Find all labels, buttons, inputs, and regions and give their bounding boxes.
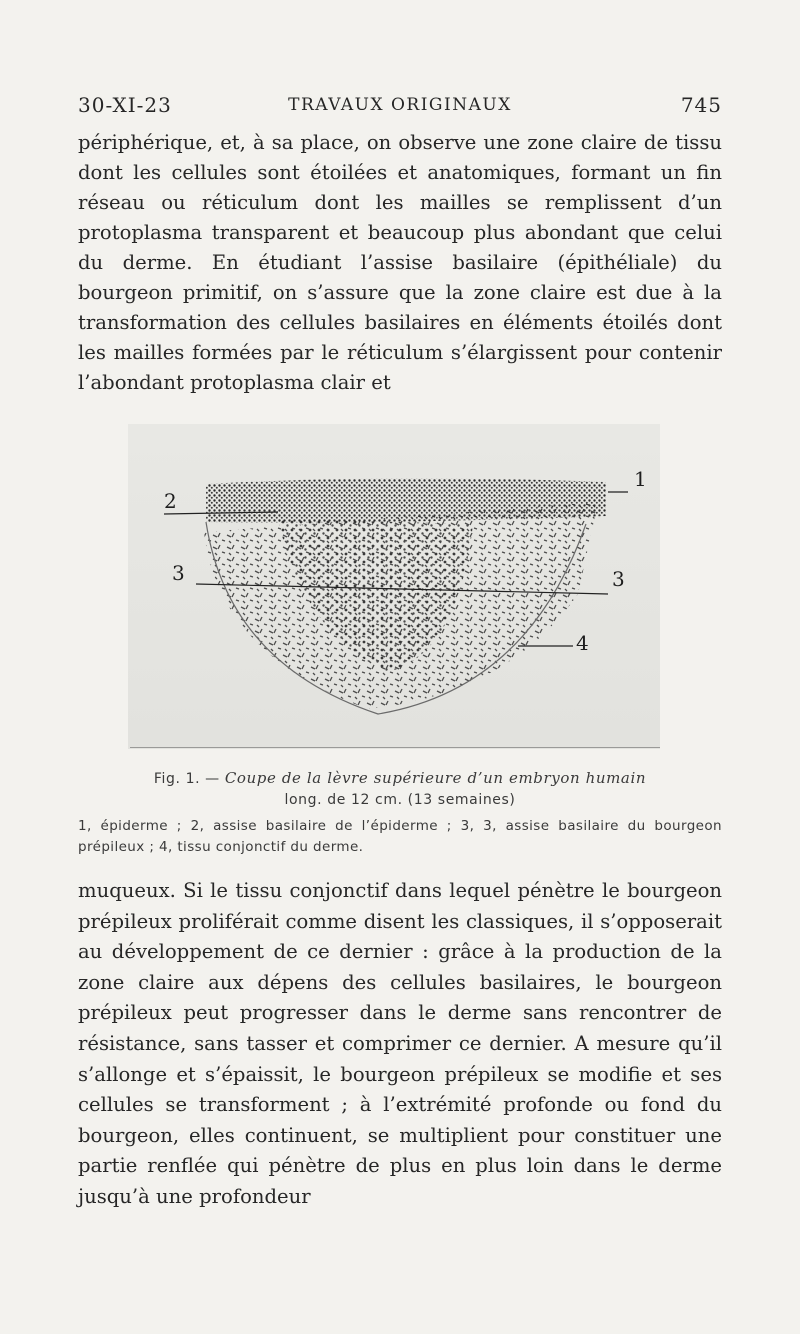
figure-legend: 1, épiderme ; 2, assise basilaire de l’épiderme ; 3, 3, assise basilaire du bourgeon prépileux ; 4, tissu conjonctif du derme. [78, 818, 722, 855]
running-header [78, 93, 722, 123]
figure-label-1: 1 [634, 467, 647, 491]
figure-label-4: 4 [576, 631, 589, 655]
caption-line-2: long. de 12 cm. (13 semaines) [284, 792, 516, 808]
paragraph-bottom: muqueux. Si le tissu conjonctif dans lequel pénètre le bourgeon prépileux proliférait comme disent les classiques, il s’opposerait au développement de ce dernier : grâce à la production de la zone claire aux dépens des cellules basilaires, le bourgeon prépileux peut progresser dans le derme sans rencontrer de résistance, sans tasser et comprimer ce dernier. A mesure qu’il s’allonge et s’épaissit, le bourgeon prépileux se modifie et ses cellules se transforment ; à l’extrémité profonde ou fond du bourgeon, elles continuent, se multiplient pour constituer une partie renflée qui pénètre de plus en plus loin dans le derme jusqu’à une profondeur [78, 879, 722, 1208]
header-date: 30-XI-23 [78, 93, 172, 117]
figure-label-2: 2 [164, 489, 177, 513]
figure-label-3-right: 3 [612, 567, 625, 591]
section-illustration [128, 424, 660, 749]
paragraph-top: périphérique, et, à sa place, on observe une zone claire de tissu dont les cellules sont étoilées et anatomiques, formant un fin réseau ou réticulum dont les mailles se remplissent d’un protoplasma transparent et beaucoup plus abondant que celui du derme. En étudiant l’assise basilaire (épithéliale) du bourgeon primitif, on s’assure que la zone claire est due à la transformation des cellules basilaires en éléments étoilés dont les mailles formées par le réticulum s’élargissent pour contenir l’abondant protoplasma clair et [78, 131, 722, 394]
epidermis-layer [206, 478, 606, 522]
caption-title: Coupe de la lèvre supérieure d’un embryon humain [224, 769, 647, 787]
figure-bottom-rule [130, 747, 660, 748]
figure-caption [78, 768, 722, 811]
header-section-title: TRAVAUX ORIGINAUX [288, 95, 512, 115]
page-number: 745 [680, 93, 722, 117]
histology-figure [128, 424, 660, 749]
caption-prefix: Fig. 1. — [153, 771, 225, 787]
figure-label-3-left: 3 [172, 561, 185, 585]
